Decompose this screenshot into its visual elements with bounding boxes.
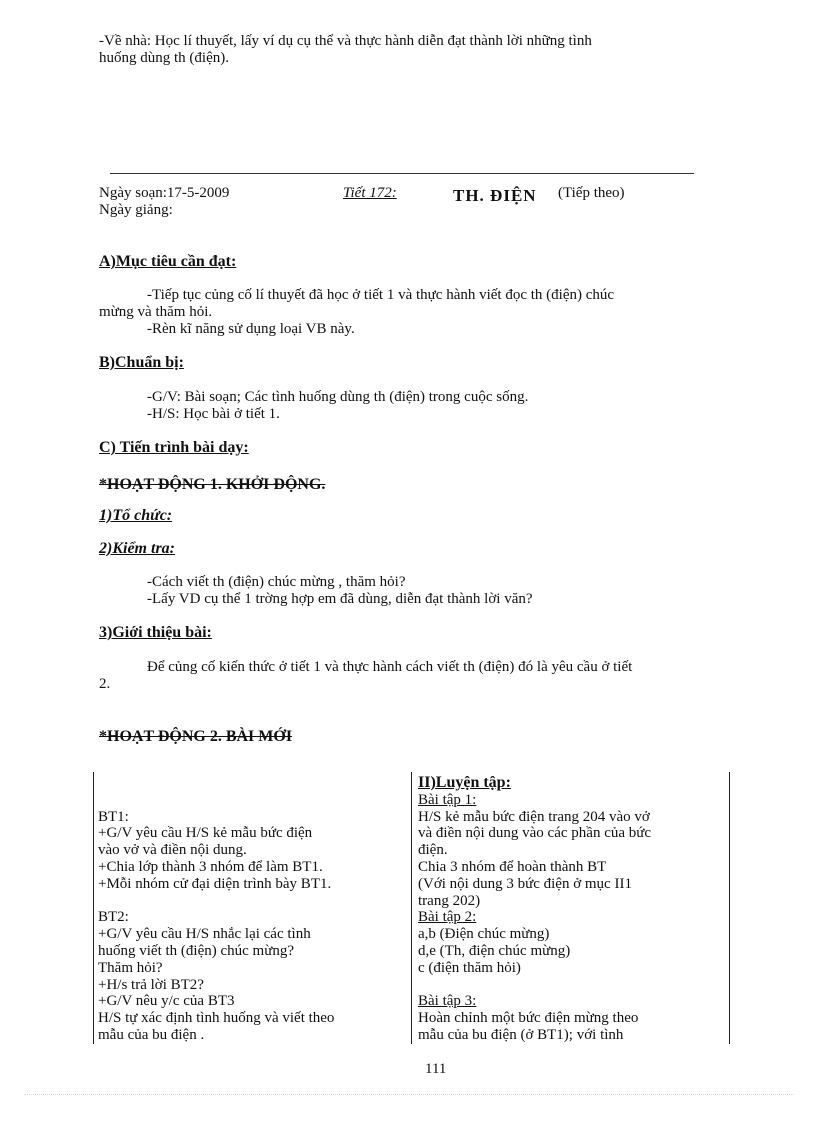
left-line: H/S tự xác định tình huống và viết theo bbox=[98, 1010, 335, 1027]
left-line: BT1: bbox=[98, 808, 129, 825]
kiem-tra-line-1: -Cách viết th (điện) chúc mừng , thăm hỏi? bbox=[147, 574, 406, 590]
right-line: (Với nội dung 3 bức điện ở mục II1 bbox=[418, 875, 632, 892]
section-b-line-1: -G/V: Bài soạn; Các tình huống dùng th (điện) trong cuộc sống. bbox=[147, 389, 529, 405]
left-line bbox=[98, 792, 400, 809]
left-line: +Mỗi nhóm cử đại diện trình bày BT1. bbox=[98, 875, 332, 892]
hoat-dong-2-heading: *HOẠT ĐỘNG 2. BÀI MỚI bbox=[99, 728, 293, 745]
table-left-border bbox=[93, 772, 94, 1044]
table-left-column bbox=[98, 775, 400, 1044]
ngay-soan: Ngày soạn:17-5-2009 bbox=[99, 185, 230, 201]
section-b-heading: B)Chuẩn bị: bbox=[99, 354, 184, 371]
ngay-giang: Ngày giảng: bbox=[99, 202, 173, 218]
gioi-thieu-line-2: 2. bbox=[99, 676, 111, 692]
right-line: mẫu của bu điện (ở BT1); với tình bbox=[418, 1026, 624, 1043]
section-b-line-2: -H/S: Học bài ở tiết 1. bbox=[147, 406, 280, 422]
right-line: c (điện thăm hỏi) bbox=[418, 959, 521, 976]
kiem-tra-line-2: -Lấy VD cụ thể 1 trờng hợp em đã dùng, diễn đạt thành lời văn? bbox=[147, 591, 533, 607]
bai-tap-3-label: Bài tập 3: bbox=[418, 993, 477, 1010]
tiep-theo: (Tiếp theo) bbox=[558, 185, 625, 201]
right-line: d,e (Th, điện chúc mừng) bbox=[418, 942, 571, 959]
table-middle-border bbox=[411, 772, 412, 1044]
section-a-line-3: -Rèn kĩ năng sử dụng loại VB này. bbox=[147, 321, 355, 337]
lesson-title: TH. ĐIỆN bbox=[453, 186, 537, 205]
intro-line-1: -Về nhà: Học lí thuyết, lấy ví dụ cụ thể và thực hành diễn đạt thành lời những tình bbox=[99, 33, 592, 49]
right-line: Chia 3 nhóm để hoàn thành BT bbox=[418, 858, 607, 875]
left-line bbox=[98, 893, 400, 910]
luyen-tap-heading: II)Luyện tập: bbox=[418, 774, 511, 791]
tiet-label: Tiết 172: bbox=[343, 185, 397, 201]
left-line: +G/V yêu cầu H/S nhắc lại các tình bbox=[98, 926, 311, 943]
separator-line bbox=[110, 173, 694, 174]
section-a-heading: A)Mục tiêu cần đạt: bbox=[99, 253, 237, 270]
section-a-line-2: mừng và thăm hỏi. bbox=[99, 304, 213, 320]
hoat-dong-1-heading: *HOẠT ĐỘNG 1. KHỞI ĐỘNG. bbox=[99, 476, 326, 493]
gioi-thieu-line-1: Để củng cố kiến thức ở tiết 1 và thực hành cách viết th (điện) đó là yêu cầu ở tiết bbox=[147, 659, 633, 675]
kiem-tra-heading: 2)Kiểm tra: bbox=[99, 540, 175, 557]
right-line bbox=[418, 977, 720, 994]
intro-line-2: huống dùng th (điện). bbox=[99, 50, 229, 66]
left-line: +G/V nêu y/c của BT3 bbox=[98, 993, 235, 1010]
section-c-heading: C) Tiến trình bài dạy: bbox=[99, 439, 249, 456]
left-line: +Chia lớp thành 3 nhóm để làm BT1. bbox=[98, 858, 323, 875]
table-right-border bbox=[729, 772, 730, 1044]
page-footer-divider bbox=[24, 1094, 794, 1095]
left-line bbox=[98, 775, 400, 792]
left-line: +G/V yêu cầu H/S kẻ mẫu bức điện bbox=[98, 825, 313, 842]
right-line: Hoàn chỉnh một bức điện mừng theo bbox=[418, 1010, 639, 1027]
right-line: điện. bbox=[418, 842, 448, 859]
to-chuc-heading: 1)Tổ chức: bbox=[99, 507, 173, 524]
page-number: 111 bbox=[425, 1061, 447, 1077]
right-line: trang 202) bbox=[418, 892, 481, 909]
right-line: H/S kẻ mẫu bức điện trang 204 vào vở bbox=[418, 808, 650, 825]
left-line: mẫu của bu điện . bbox=[98, 1026, 205, 1043]
left-line: +H/s trả lời BT2? bbox=[98, 976, 204, 993]
bai-tap-1-label: Bài tập 1: bbox=[418, 791, 477, 808]
left-line: huống viết th (điện) chúc mừng? bbox=[98, 942, 294, 959]
left-line: vào vở và điền nội dung. bbox=[98, 842, 247, 859]
bai-tap-2-label: Bài tập 2: bbox=[418, 909, 477, 926]
table-right-column bbox=[418, 775, 720, 1044]
left-line: BT2: bbox=[98, 909, 129, 926]
right-line: a,b (Điện chúc mừng) bbox=[418, 926, 550, 943]
section-a-line-1: -Tiếp tục củng cố lí thuyết đã học ở tiết 1 và thực hành viết đọc th (điện) chúc bbox=[147, 287, 615, 303]
left-line: Thăm hỏi? bbox=[98, 959, 163, 976]
gioi-thieu-heading: 3)Giới thiệu bài: bbox=[99, 624, 212, 641]
right-line: và điền nội dung vào các phần của bức bbox=[418, 825, 652, 842]
